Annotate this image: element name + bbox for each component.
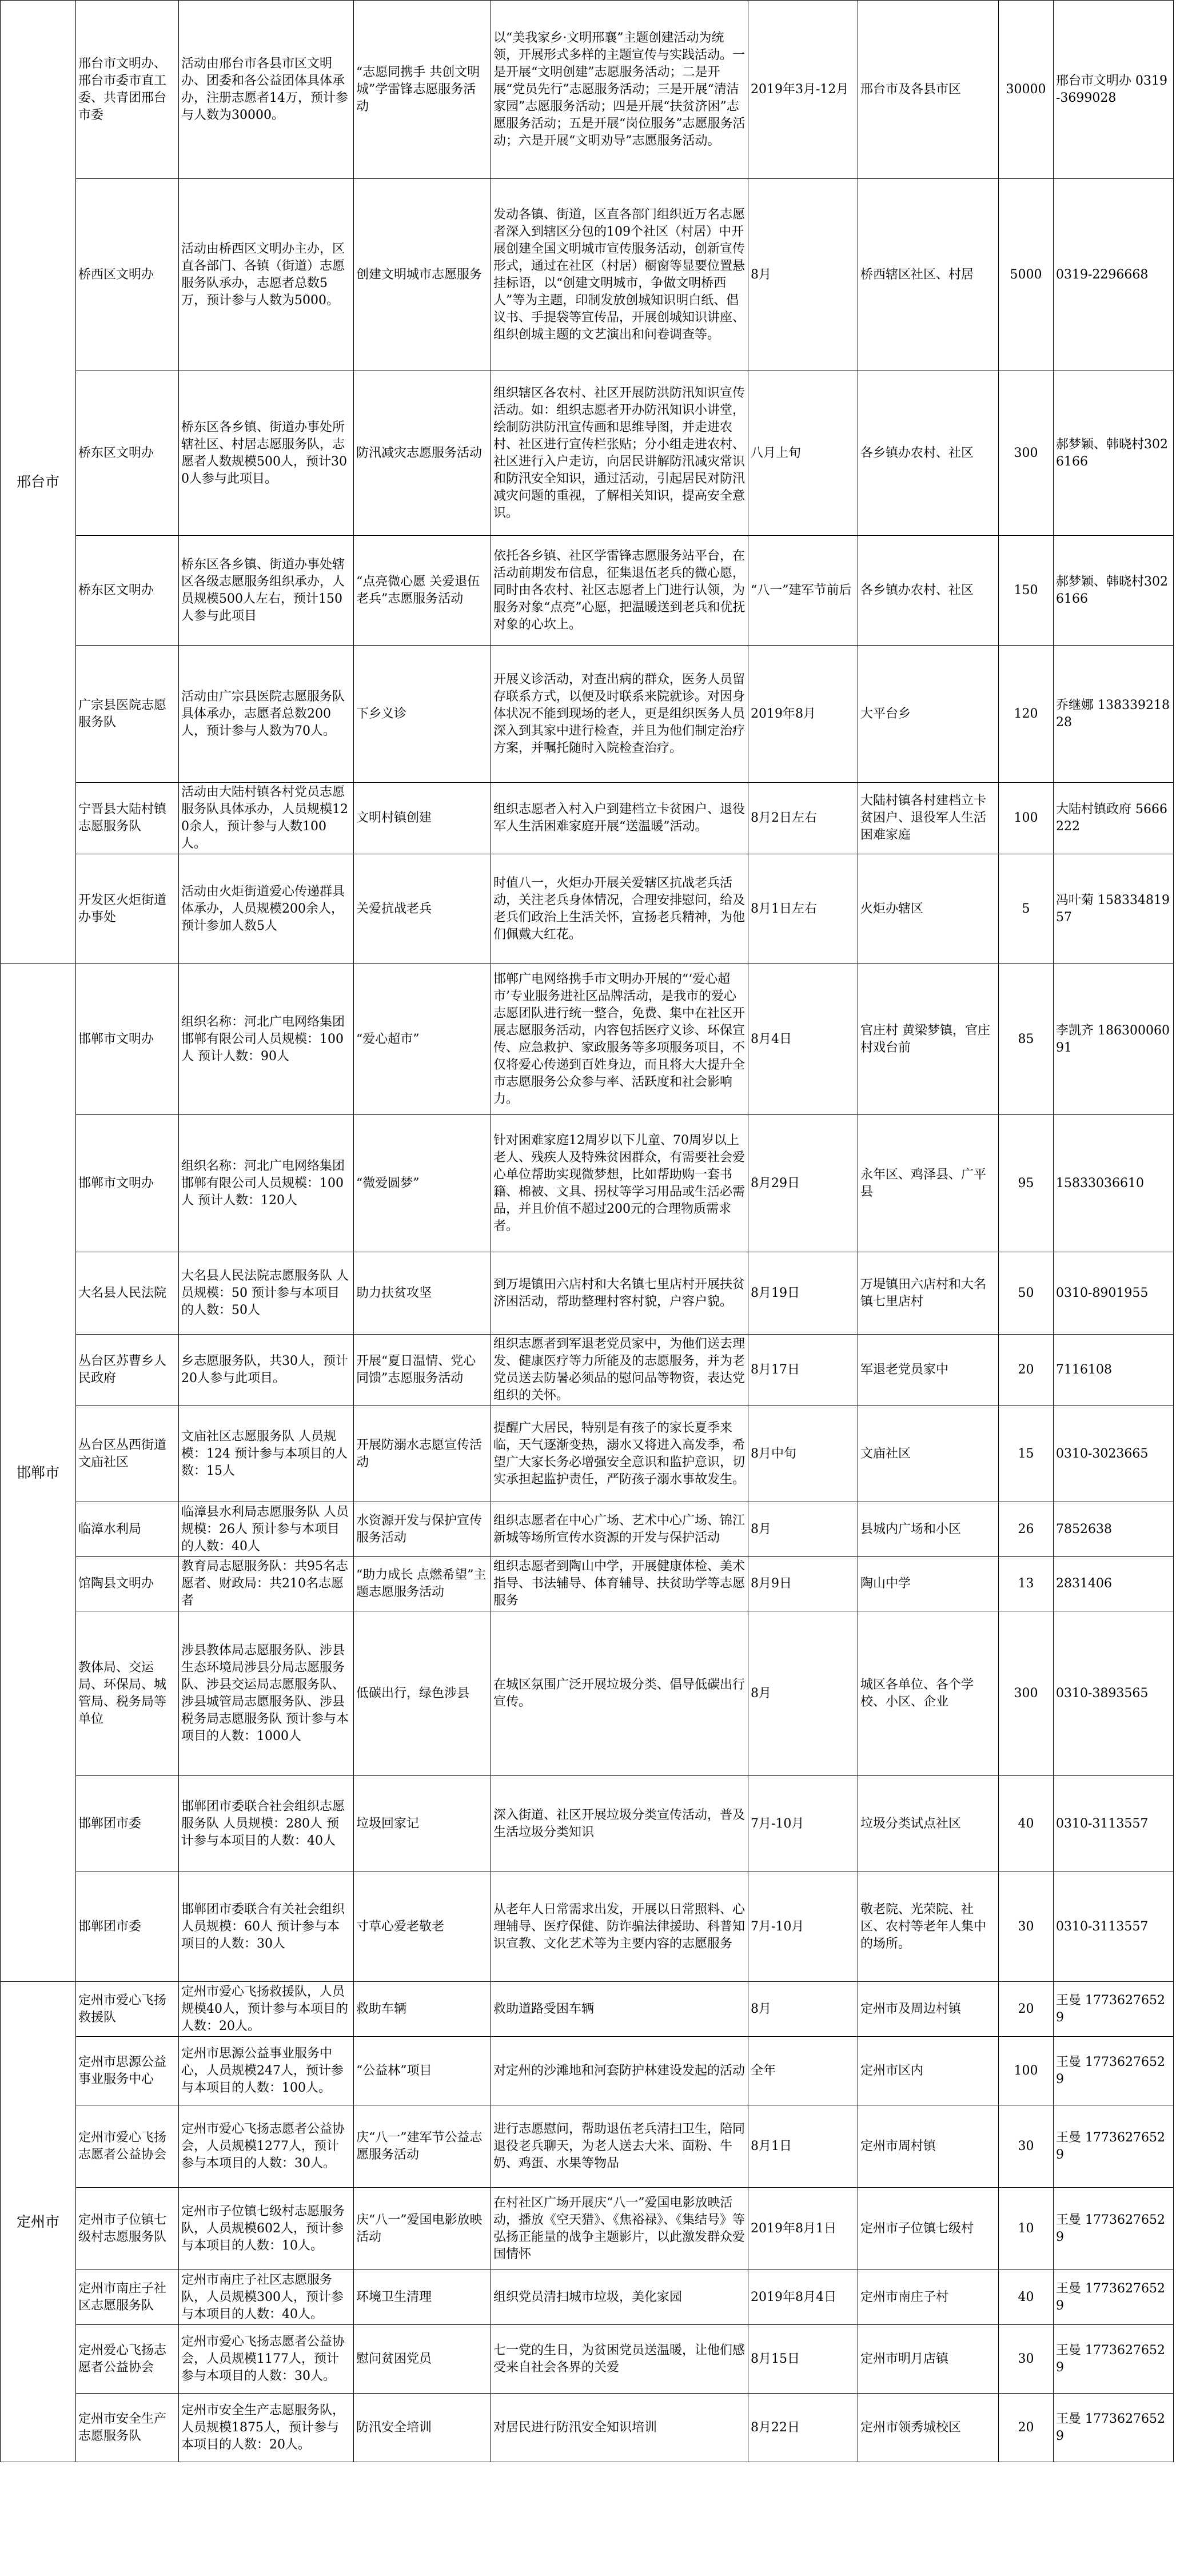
project-cell: 救助车辆	[354, 1982, 491, 2037]
project-cell: 开展防溺水志愿宣传活动	[354, 1406, 491, 1502]
org-cell: 邯郸团市委	[76, 1872, 179, 1982]
org-cell: 桥东区文明办	[76, 371, 179, 536]
table-body	[1, 1, 1174, 2462]
contact-cell: 15833036610	[1054, 1115, 1174, 1252]
project-cell: “公益林”项目	[354, 2037, 491, 2105]
content-cell: 针对困难家庭12周岁以下儿童、70周岁以上老人、残疾人及特殊贫困群众，有需要社会爱心单位帮助实现微梦想，比如帮助购一套书籍、棉被、文具、拐杖等学习用品或生活必需品，并且价值不超过200元的合理物质需求者。	[491, 1115, 748, 1252]
desc-cell: 活动由邢台市各县市区文明办、团委和各公益团体具体承办，注册志愿者14万，预计参与人数为30000。	[179, 1, 354, 179]
time-cell: 7月-10月	[748, 1776, 858, 1872]
people-cell: 40	[999, 1776, 1054, 1872]
place-cell: 陶山中学	[858, 1557, 999, 1611]
desc-cell: 组织名称：河北广电网络集团邯郸有限公司人员规模：100人 预计人数：90人	[179, 964, 354, 1115]
content-cell: 到万堤镇田六店村和大名镇七里店村开展扶贫济困活动，帮助整理村容村貌，户容户貌。	[491, 1252, 748, 1335]
place-cell: 官庄村 黄梁梦镇，官庄村戏台前	[858, 964, 999, 1115]
project-cell: “助力成长 点燃希望”主题志愿服务活动	[354, 1557, 491, 1611]
org-cell: 宁晋县大陆村镇志愿服务队	[76, 783, 179, 854]
city-cell: 定州市	[1, 1982, 76, 2462]
contact-cell: 乔继娜 13833921828	[1054, 646, 1174, 783]
people-cell: 100	[999, 2037, 1054, 2105]
place-cell: 垃圾分类试点社区	[858, 1776, 999, 1872]
contact-cell: 7852638	[1054, 1502, 1174, 1557]
place-cell: 邢台市及各县市区	[858, 1, 999, 179]
table-row	[1, 1611, 1174, 1776]
content-cell: 组织志愿者在中心广场、艺术中心广场、锦江新城等场所宣传水资源的开发与保护活动	[491, 1502, 748, 1557]
people-cell: 10	[999, 2188, 1054, 2270]
table-row	[1, 2188, 1174, 2270]
content-cell: 救助道路受困车辆	[491, 1982, 748, 2037]
desc-cell: 定州市思源公益事业服务中心，人员规模247人，预计参与本项目的人数：100人。	[179, 2037, 354, 2105]
place-cell: 万堤镇田六店村和大名镇七里店村	[858, 1252, 999, 1335]
desc-cell: 桥东区各乡镇、街道办事处辖区各级志愿服务组织承办，人员规模500人左右，预计150人参与此项目	[179, 536, 354, 646]
time-cell: 2019年8月1日	[748, 2188, 858, 2270]
project-cell: 环境卫生清理	[354, 2270, 491, 2325]
contact-cell: 王曼 17736276529	[1054, 2325, 1174, 2394]
time-cell: 2019年8月	[748, 646, 858, 783]
time-cell: 8月17日	[748, 1335, 858, 1406]
time-cell: 2019年3月-12月	[748, 1, 858, 179]
org-cell: 桥东区文明办	[76, 536, 179, 646]
time-cell: 7月-10月	[748, 1872, 858, 1982]
content-cell: 七一党的生日，为贫困党员送温暖，让他们感受来自社会各界的关爱	[491, 2325, 748, 2394]
org-cell: 定州市爱心飞扬救援队	[76, 1982, 179, 2037]
project-cell: 垃圾回家记	[354, 1776, 491, 1872]
place-cell: 永年区、鸡泽县、广平县	[858, 1115, 999, 1252]
table-row	[1, 1252, 1174, 1335]
desc-cell: 大名县人民法院志愿服务队 人员规模：50 预计参与本项目的人数：50人	[179, 1252, 354, 1335]
place-cell: 桥西辖区社区、村居	[858, 179, 999, 371]
table-row	[1, 783, 1174, 854]
org-cell: 定州爱心飞扬志愿者公益协会	[76, 2325, 179, 2394]
desc-cell: 桥东区各乡镇、街道办事处所辖社区、村居志愿服务队，志愿者人数规模500人，预计300人参与此项目。	[179, 371, 354, 536]
contact-cell: 2831406	[1054, 1557, 1174, 1611]
table-row	[1, 1406, 1174, 1502]
people-cell: 120	[999, 646, 1054, 783]
contact-cell: 冯叶菊 15833481957	[1054, 854, 1174, 964]
table-row	[1, 1982, 1174, 2037]
table-row	[1, 2325, 1174, 2394]
people-cell: 20	[999, 1335, 1054, 1406]
time-cell: 8月29日	[748, 1115, 858, 1252]
org-cell: 桥西区文明办	[76, 179, 179, 371]
desc-cell: 邯郸团市委联合有关社会组织 人员规模：60人 预计参与本项目的人数：30人	[179, 1872, 354, 1982]
people-cell: 30	[999, 2105, 1054, 2188]
city-cell: 邯郸市	[1, 964, 76, 1982]
time-cell: 8月2日左右	[748, 783, 858, 854]
time-cell: 8月22日	[748, 2394, 858, 2462]
time-cell: 8月中旬	[748, 1406, 858, 1502]
table-row	[1, 1502, 1174, 1557]
contact-cell: 0310-3113557	[1054, 1872, 1174, 1982]
org-cell: 丛台区丛西街道文庙社区	[76, 1406, 179, 1502]
people-cell: 30	[999, 2325, 1054, 2394]
org-cell: 教体局、交运局、环保局、城管局、税务局等单位	[76, 1611, 179, 1776]
content-cell: 邯郸广电网络携手市文明办开展的“‘爱心超市’专业服务进社区品牌活动，是我市的爱心志愿团队进行统一整合，免费、集中在社区开展志愿服务活动，内容包括医疗义诊、环保宣传、应急救护、家政服务等多项服务项目，不仅将爱心传递到百姓身边，而且将大大提升全市志愿服务公众参与率、活跃度和社会影响力。	[491, 964, 748, 1115]
table-row	[1, 2394, 1174, 2462]
desc-cell: 定州市南庄子社区志愿服务队，人员规模300人，预计参与本项目的人数：40人。	[179, 2270, 354, 2325]
project-cell: 防汛安全培训	[354, 2394, 491, 2462]
org-cell: 定州市爱心飞扬志愿者公益协会	[76, 2105, 179, 2188]
project-cell: 下乡义诊	[354, 646, 491, 783]
place-cell: 定州市周村镇	[858, 2105, 999, 2188]
content-cell: 对居民进行防汛安全知识培训	[491, 2394, 748, 2462]
org-cell: 定州市南庄子社区志愿服务队	[76, 2270, 179, 2325]
table-row	[1, 2037, 1174, 2105]
org-cell: 定州市安全生产志愿服务队	[76, 2394, 179, 2462]
time-cell: 8月	[748, 1982, 858, 2037]
project-cell: 水资源开发与保护宣传服务活动	[354, 1502, 491, 1557]
org-cell: 邯郸市文明办	[76, 964, 179, 1115]
org-cell: 定州市子位镇七级村志愿服务队	[76, 2188, 179, 2270]
desc-cell: 活动由大陆村镇各村党员志愿服务队具体承办，人员规模120余人，预计参与人数100人。	[179, 783, 354, 854]
place-cell: 定州市区内	[858, 2037, 999, 2105]
people-cell: 20	[999, 1982, 1054, 2037]
org-cell: 邯郸团市委	[76, 1776, 179, 1872]
content-cell: 对定州的沙滩地和河套防护林建设发起的活动	[491, 2037, 748, 2105]
time-cell: 8月	[748, 1502, 858, 1557]
desc-cell: 活动由桥西区文明办主办，区直各部门、各镇（街道）志愿服务队承办，志愿者总数5万，预计参与人数为5000。	[179, 179, 354, 371]
contact-cell: 郝梦颖、韩晓村3026166	[1054, 371, 1174, 536]
desc-cell: 定州市爱心飞扬救援队，人员规模40人，预计参与本项目的人数：20人。	[179, 1982, 354, 2037]
place-cell: 文庙社区	[858, 1406, 999, 1502]
place-cell: 县城内广场和小区	[858, 1502, 999, 1557]
time-cell: 全年	[748, 2037, 858, 2105]
place-cell: 军退老党员家中	[858, 1335, 999, 1406]
contact-cell: 0319-2296668	[1054, 179, 1174, 371]
org-cell: 大名县人民法院	[76, 1252, 179, 1335]
content-cell: 依托各乡镇、社区学雷锋志愿服务站平台，在活动前期发布信息，征集退伍老兵的微心愿，同时由各农村、社区志愿者上门进行认领，为服务对象“点亮”心愿，把温暖送到老兵和优抚对象的心坎上。	[491, 536, 748, 646]
place-cell: 定州市南庄子村	[858, 2270, 999, 2325]
content-cell: 提醒广大居民，特别是有孩子的家长夏季来临，天气逐渐变热，溺水又将进入高发季，希望广大家长务必增强安全意识和监护意识，切实承担起监护责任，严防孩子溺水事故发生。	[491, 1406, 748, 1502]
desc-cell: 临漳县水利局志愿服务队 人员规模：26人 预计参与本项目的人数：40人	[179, 1502, 354, 1557]
project-cell: 开展“夏日温情、党心同馈”志愿服务活动	[354, 1335, 491, 1406]
table-row	[1, 2270, 1174, 2325]
table-row	[1, 646, 1174, 783]
place-cell: 定州市及周边村镇	[858, 1982, 999, 2037]
project-cell: 低碳出行，绿色涉县	[354, 1611, 491, 1776]
time-cell: 8月19日	[748, 1252, 858, 1335]
content-cell: 在城区氛围广泛开展垃圾分类、倡导低碳出行宣传。	[491, 1611, 748, 1776]
people-cell: 300	[999, 1611, 1054, 1776]
content-cell: 时值八一，火炬办开展关爱辖区抗战老兵活动，关注老兵身体情况，合理安排慰问，给及老兵们政治上生活关怀，宣扬老兵精神，为他们佩戴大红花。	[491, 854, 748, 964]
time-cell: 8月1日左右	[748, 854, 858, 964]
org-cell: 丛台区苏曹乡人民政府	[76, 1335, 179, 1406]
org-cell: 定州市思源公益事业服务中心	[76, 2037, 179, 2105]
org-cell: 馆陶县文明办	[76, 1557, 179, 1611]
org-cell: 邢台市文明办、邢台市委市直工委、共青团邢台市委	[76, 1, 179, 179]
table-row	[1, 536, 1174, 646]
contact-cell: 郝梦颖、韩晓村3026166	[1054, 536, 1174, 646]
place-cell: 各乡镇办农村、社区	[858, 536, 999, 646]
people-cell: 30	[999, 1872, 1054, 1982]
people-cell: 26	[999, 1502, 1054, 1557]
project-cell: 慰问贫困党员	[354, 2325, 491, 2394]
place-cell: 各乡镇办农村、社区	[858, 371, 999, 536]
people-cell: 100	[999, 783, 1054, 854]
project-cell: 关爱抗战老兵	[354, 854, 491, 964]
people-cell: 50	[999, 1252, 1054, 1335]
desc-cell: 定州市安全生产志愿服务队，人员规模1875人，预计参与本项目的人数：20人。	[179, 2394, 354, 2462]
people-cell: 13	[999, 1557, 1054, 1611]
desc-cell: 组织名称：河北广电网络集团邯郸有限公司人员规模：100人 预计人数：120人	[179, 1115, 354, 1252]
content-cell: 组织党员清扫城市垃圾，美化家园	[491, 2270, 748, 2325]
desc-cell: 活动由火炬街道爱心传递群具体承办，人员规模200余人，预计参加人数5人	[179, 854, 354, 964]
org-cell: 广宗县医院志愿服务队	[76, 646, 179, 783]
desc-cell: 教育局志愿服务队：共95名志愿者、财政局：共210名志愿者	[179, 1557, 354, 1611]
place-cell: 大陆村镇各村建档立卡贫困户、退役军人生活困难家庭	[858, 783, 999, 854]
content-cell: 进行志愿慰问，帮助退伍老兵清扫卫生，陪同退役老兵聊天，为老人送去大米、面粉、牛奶、鸡蛋、水果等物品	[491, 2105, 748, 2188]
desc-cell: 邯郸团市委联合社会组织志愿服务队 人员规模：280人 预计参与本项目的人数：40人	[179, 1776, 354, 1872]
table-row	[1, 1872, 1174, 1982]
project-cell: 助力扶贫攻坚	[354, 1252, 491, 1335]
project-cell: 文明村镇创建	[354, 783, 491, 854]
time-cell: 8月9日	[748, 1557, 858, 1611]
contact-cell: 0310-3023665	[1054, 1406, 1174, 1502]
contact-cell: 王曼 17736276529	[1054, 2270, 1174, 2325]
content-cell: 组织志愿者入村入户到建档立卡贫困户、退役军人生活困难家庭开展“送温暖”活动。	[491, 783, 748, 854]
people-cell: 150	[999, 536, 1054, 646]
time-cell: 8月	[748, 179, 858, 371]
content-cell: 从老年人日常需求出发，开展以日常照料、心理辅导、医疗保健、防诈骗法律援助、科普知识宣教、文化艺术等为主要内容的志愿服务	[491, 1872, 748, 1982]
contact-cell: 李凯齐 18630006091	[1054, 964, 1174, 1115]
content-cell: 组织辖区各农村、社区开展防洪防汛知识宣传活动。如：组织志愿者开办防汛知识小讲堂，绘制防洪防汛宣传画和思维导图，并走进农村、社区进行宣传栏张贴；分小组走进农村、社区进行入户走访，向居民讲解防汛减灾常识和防汛安全知识，通过活动，引起居民对防汛减灾问题的重视，了解相关知识，提高安全意识。	[491, 371, 748, 536]
city-cell: 邢台市	[1, 1, 76, 964]
contact-cell: 王曼 17736276529	[1054, 2394, 1174, 2462]
project-cell: 庆“八一”爱国电影放映活动	[354, 2188, 491, 2270]
people-cell: 30000	[999, 1, 1054, 179]
project-cell: 庆“八一”建军节公益志愿服务活动	[354, 2105, 491, 2188]
place-cell: 敬老院、光荣院、社区、农村等老年人集中的场所。	[858, 1872, 999, 1982]
place-cell: 定州市子位镇七级村	[858, 2188, 999, 2270]
contact-cell: 邢台市文明办 0319-3699028	[1054, 1, 1174, 179]
place-cell: 火炬办辖区	[858, 854, 999, 964]
contact-cell: 0310-3893565	[1054, 1611, 1174, 1776]
time-cell: 8月	[748, 1611, 858, 1776]
place-cell: 定州市领秀城校区	[858, 2394, 999, 2462]
table-row	[1, 179, 1174, 371]
project-cell: “志愿同携手 共创文明城”学雷锋志愿服务活动	[354, 1, 491, 179]
desc-cell: 定州市子位镇七级村志愿服务队，人员规模602人，预计参与本项目的人数：10人。	[179, 2188, 354, 2270]
desc-cell: 定州市爱心飞扬志愿者公益协会，人员规模1277人，预计参与本项目的人数：30人。	[179, 2105, 354, 2188]
place-cell: 大平台乡	[858, 646, 999, 783]
time-cell: 8月4日	[748, 964, 858, 1115]
content-cell: 组织志愿者到军退老党员家中，为他们送去理发、健康医疗等力所能及的志愿服务，并为老党员送去防暑必须品的慰问品等物资，表达党组织的关怀。	[491, 1335, 748, 1406]
contact-cell: 7116108	[1054, 1335, 1174, 1406]
project-cell: “点亮微心愿 关爱退伍老兵”志愿服务活动	[354, 536, 491, 646]
org-cell: 邯郸市文明办	[76, 1115, 179, 1252]
time-cell: 8月15日	[748, 2325, 858, 2394]
content-cell: 发动各镇、街道，区直各部门组织近万名志愿者深入到辖区分包的109个社区（村居）中开展创建全国文明城市宣传服务活动，创新宣传形式，通过在社区（村居）橱窗等显要位置悬挂标语，以“创建文明城市，争做文明桥西人”等为主题，印制发放创城知识明白纸、倡议书、手提袋等宣传品，开展创城知识讲座、组织创城主题的文艺演出和问卷调查等。	[491, 179, 748, 371]
people-cell: 20	[999, 2394, 1054, 2462]
project-cell: 创建文明城市志愿服务	[354, 179, 491, 371]
people-cell: 40	[999, 2270, 1054, 2325]
desc-cell: 乡志愿服务队，共30人，预计20人参与此项目。	[179, 1335, 354, 1406]
contact-cell: 王曼 17736276529	[1054, 1982, 1174, 2037]
people-cell: 15	[999, 1406, 1054, 1502]
contact-cell: 0310-3113557	[1054, 1776, 1174, 1872]
time-cell: “八一”建军节前后	[748, 536, 858, 646]
contact-cell: 王曼 17736276529	[1054, 2037, 1174, 2105]
people-cell: 85	[999, 964, 1054, 1115]
table-row	[1, 854, 1174, 964]
table-row	[1, 1335, 1174, 1406]
desc-cell: 涉县教体局志愿服务队、涉县生态环境局涉县分局志愿服务队、涉县交运局志愿服务队、涉县城管局志愿服务队、涉县税务局志愿服务队 预计参与本项目的人数：1000人	[179, 1611, 354, 1776]
table-row	[1, 2105, 1174, 2188]
contact-cell: 0310-8901955	[1054, 1252, 1174, 1335]
content-cell: 深入街道、社区开展垃圾分类宣传活动，普及生活垃圾分类知识	[491, 1776, 748, 1872]
contact-cell: 大陆村镇政府 5666222	[1054, 783, 1174, 854]
desc-cell: 活动由广宗县医院志愿服务队具体承办，志愿者总数200人，预计参与人数为70人。	[179, 646, 354, 783]
time-cell: 2019年8月4日	[748, 2270, 858, 2325]
time-cell: 8月1日	[748, 2105, 858, 2188]
content-cell: 开展义诊活动，对查出病的群众，医务人员留存联系方式，以便及时联系来院就诊。对因身体状况不能到现场的老人，更是组织医务人员深入到其家中进行检查，并且为他们制定治疗方案，并嘱托随时入院检查治疗。	[491, 646, 748, 783]
contact-cell: 王曼 17736276529	[1054, 2188, 1174, 2270]
people-cell: 95	[999, 1115, 1054, 1252]
people-cell: 300	[999, 371, 1054, 536]
people-cell: 5000	[999, 179, 1054, 371]
table-row	[1, 1115, 1174, 1252]
org-cell: 临漳水利局	[76, 1502, 179, 1557]
project-cell: 防汛减灾志愿服务活动	[354, 371, 491, 536]
project-cell: “爱心超市”	[354, 964, 491, 1115]
content-cell: 以“美我家乡·文明邢襄”主题创建活动为统领，开展形式多样的主题宣传与实践活动。一是开展“文明创建”志愿服务活动；二是开展“党员先行”志愿服务活动；三是开展“清洁家园”志愿服务活动；四是开展“扶贫济困”志愿服务活动；五是开展“岗位服务”志愿服务活动；六是开展“文明劝导”志愿服务活动。	[491, 1, 748, 179]
project-cell: “微爱圆梦”	[354, 1115, 491, 1252]
table-row	[1, 371, 1174, 536]
project-cell: 寸草心爱老敬老	[354, 1872, 491, 1982]
content-cell: 组织志愿者到陶山中学，开展健康体检、美术指导、书法辅导、体育辅导、扶贫助学等志愿服务	[491, 1557, 748, 1611]
table-row	[1, 1, 1174, 179]
org-cell: 开发区火炬街道办事处	[76, 854, 179, 964]
table-row	[1, 1776, 1174, 1872]
desc-cell: 文庙社区志愿服务队 人员规模：124 预计参与本项目的人数：15人	[179, 1406, 354, 1502]
table-row	[1, 1557, 1174, 1611]
desc-cell: 定州市爱心飞扬志愿者公益协会，人员规模1177人，预计参与本项目的人数：30人。	[179, 2325, 354, 2394]
time-cell: 八月上旬	[748, 371, 858, 536]
contact-cell: 王曼 17736276529	[1054, 2105, 1174, 2188]
content-cell: 在村社区广场开展庆“八一”爱国电影放映活动，播放《空天猎》、《焦裕禄》、《集结号》等弘扬正能量的战争主题影片，以此激发群众爱国情怀	[491, 2188, 748, 2270]
table-row	[1, 964, 1174, 1115]
place-cell: 城区各单位、各个学校、小区、企业	[858, 1611, 999, 1776]
place-cell: 定州市明月店镇	[858, 2325, 999, 2394]
people-cell: 5	[999, 854, 1054, 964]
